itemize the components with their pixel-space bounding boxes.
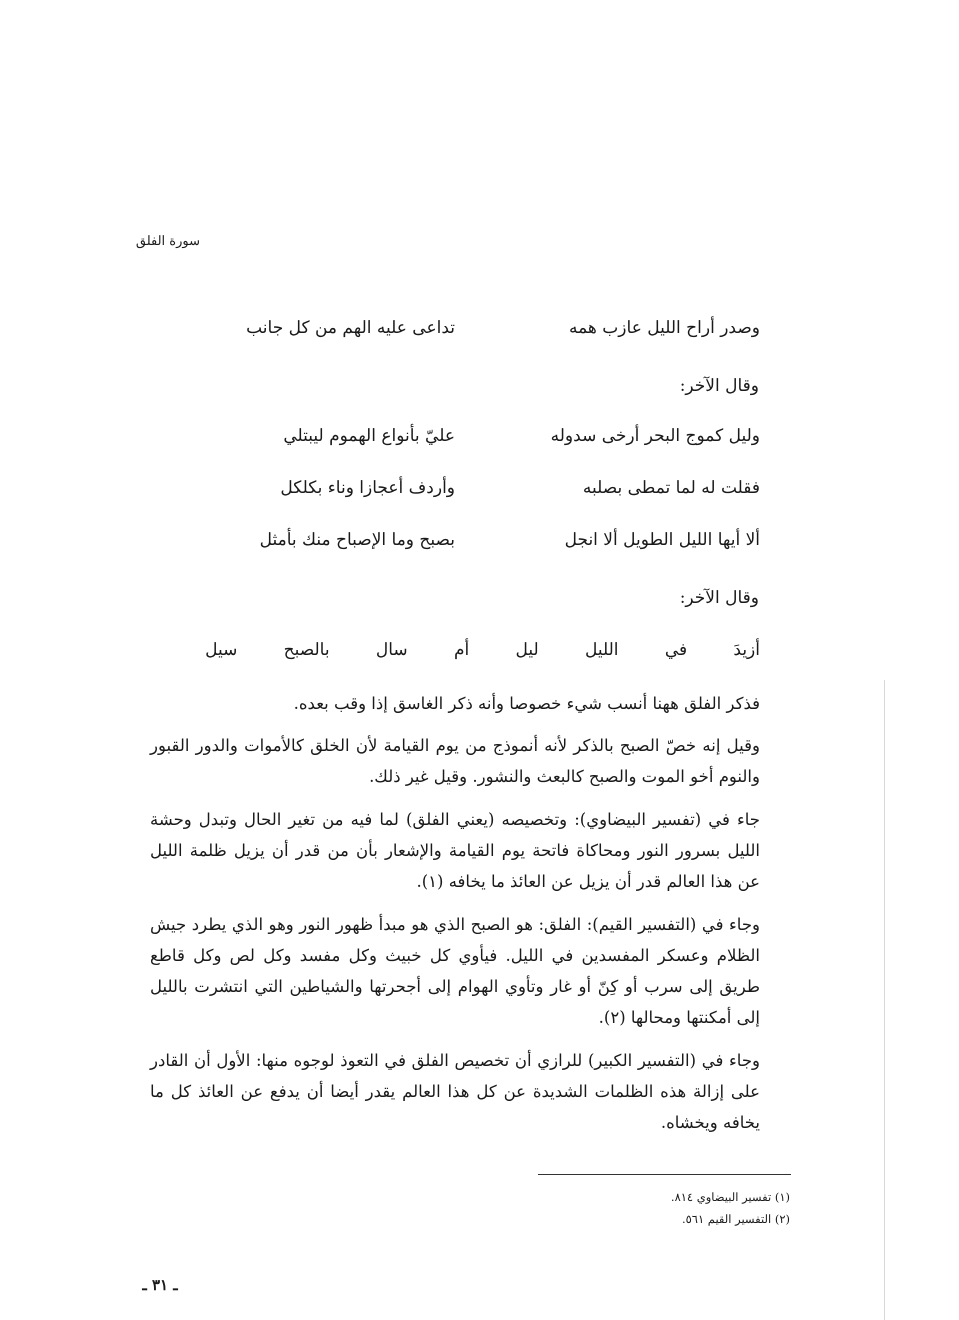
paragraph: فذكر الفلق ههنا أنسب شيء خصوصا وأنه ذكر الغاسق إذا وقب بعده. <box>293 694 760 713</box>
spread-word: سيل <box>205 640 238 660</box>
spread-word: أم <box>453 640 470 660</box>
verse-line <box>205 426 760 456</box>
verse-first-hemistich: فقلت له لما تمطى بصلبه <box>582 478 760 498</box>
verse-first-hemistich: ألا أيها الليل الطويل ألا انجل <box>564 530 760 550</box>
footnote-divider <box>538 1174 791 1175</box>
running-header: سورة الفلق <box>135 234 200 249</box>
verse-line <box>205 530 760 560</box>
spread-word: أزيدَ <box>733 640 760 660</box>
verse-first-hemistich: وليل كموج البحر أرخى سدوله <box>550 426 760 446</box>
spread-verse-line <box>205 640 760 660</box>
verse-intro: وقال الآخر: <box>679 588 759 608</box>
paragraph: وجاء في (التفسير القيم): الفلق: هو الصبح الذي هو مبدأ ظهور النور وهو الذي يطرد جيش الظلام وعسكر المفسدين في الليل. فيأوي كل خبيث وكل مفسد وكل لص وكل قاطع طريق إلى سرب أو كِنّ أو غار وتأوي الهوام إلى أجحرتها والشياطين التي انتشرت بالليل إلى أمكنتها ومحالها (٢). <box>150 915 760 1027</box>
spread-word: في <box>664 640 688 660</box>
paragraph: وجاء في (التفسير الكبير) للرازي أن تخصيص الفلق في التعوذ لوجوه منها: الأول أن القادر على إزالة هذه الظلمات الشديدة عن كل هذا العالم يقدر أيضا أن يدفع عن العائذ كل ما يخافه ويخشاه. <box>150 1051 760 1132</box>
paragraph: جاء في (تفسير البيضاوي): وتخصيصه (يعني الفلق) لما فيه من تغير الحال وتبدل وحشة الليل بسرور النور ومحاكاة فاتحة يوم القيامة والإشعار بأن من قدر أن يزيل ظلمة الليل عن هذا العالم قدر أن يزيل عن العائذ ما يخافه (١). <box>150 810 760 891</box>
verse-line <box>205 318 760 348</box>
verse-first-hemistich: وصدر أراح الليل عازب همه <box>568 318 760 338</box>
page-edge-line <box>884 680 885 1320</box>
spread-word: سال <box>375 640 408 660</box>
verse-second-hemistich: تداعى عليه الهم من كل جانب <box>246 318 455 338</box>
footnote: (٢) التفسير القيم ٥٦١. <box>681 1212 790 1226</box>
paragraph: وقيل إنه خصّ الصبح بالذكر لأنه أنموذج من يوم القيامة لأن الخلق كالأموات والدور القبور والنوم أخو الموت والصبح كالبعث والنشور. وقيل غير ذلك. <box>150 736 760 786</box>
spread-word: بالصبح <box>283 640 330 660</box>
page-number: ـ ٣١ ـ <box>142 1276 178 1294</box>
verse-second-hemistich: وأردف أعجازا وناء بكلكل <box>280 478 455 498</box>
verse-line <box>205 478 760 508</box>
footnotes <box>500 1186 790 1230</box>
verse-intro: وقال الآخر: <box>679 376 759 396</box>
footnote: (١) تفسير البيضاوي ٨١٤. <box>670 1190 790 1204</box>
spread-word: ليل <box>515 640 539 660</box>
verse-second-hemistich: عليّ بأنواع الهموم ليبتلي <box>283 426 455 446</box>
spread-word: الليل <box>584 640 619 660</box>
verse-second-hemistich: بصبح وما الإصباح منك بأمثل <box>259 530 455 550</box>
